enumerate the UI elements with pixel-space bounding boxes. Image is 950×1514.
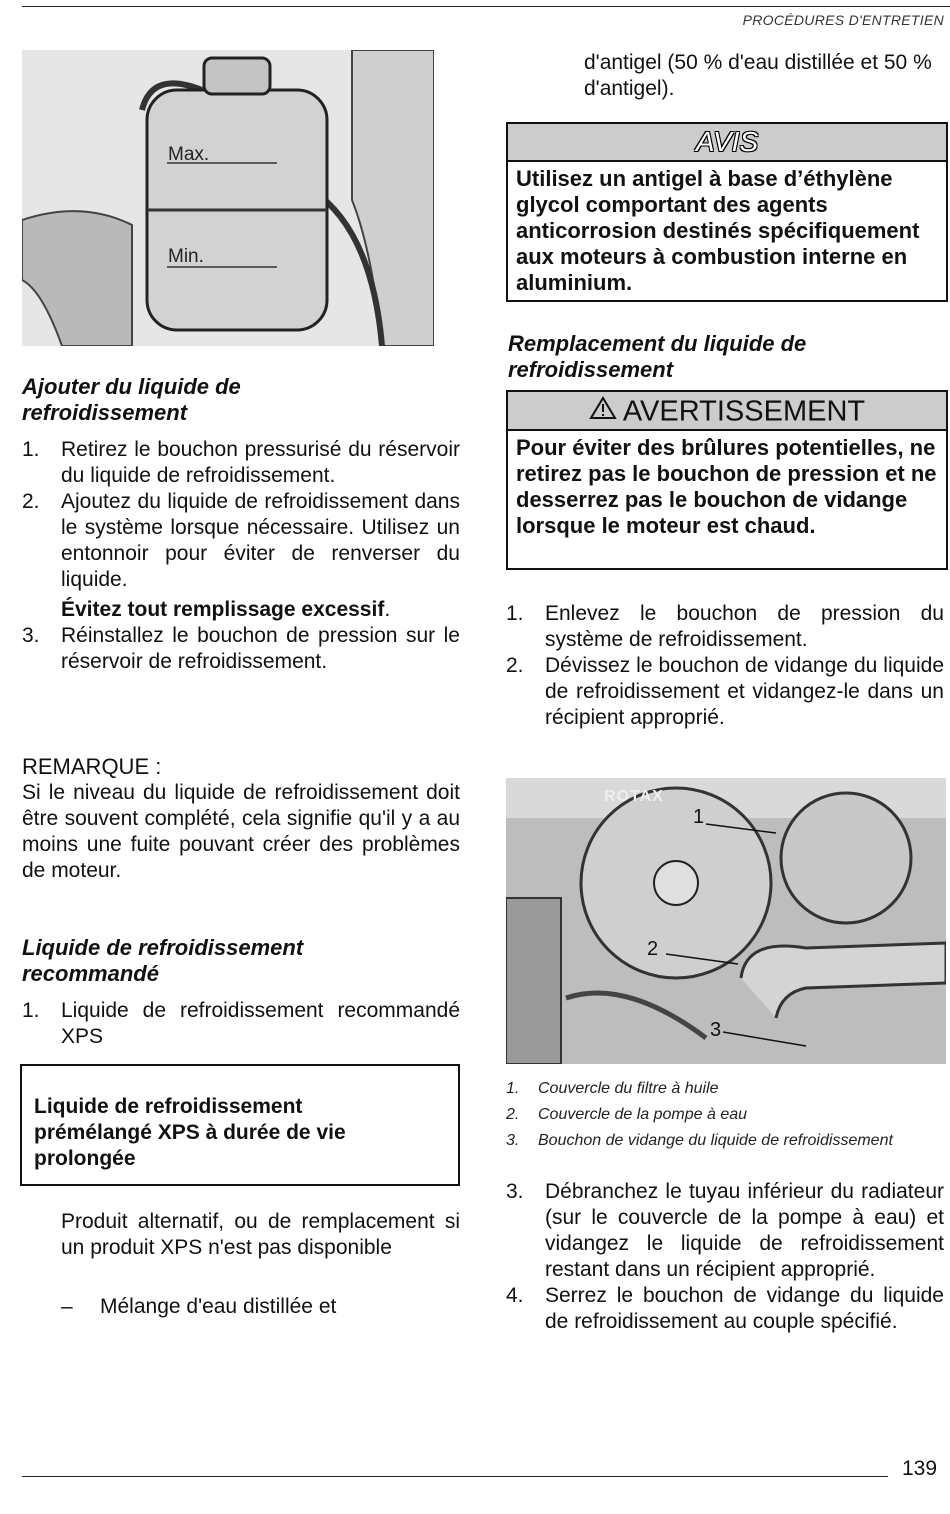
warning-body: Pour éviter des brûlures potentielles, ne retirez pas le bouchon de pression et ne desserrez pas le bouchon de vidange lorsque le moteur est chaud. <box>516 435 937 539</box>
max-level-label: Max. <box>168 144 210 165</box>
continuation-text: d'antigel (50 % d'eau distillée et 50 % d'antigel). <box>584 51 932 100</box>
list-item: 4. Serrez le bouchon de vidange du liquide de refroidissement au couple spécifié. <box>506 1284 944 1333</box>
product-box <box>20 1064 460 1186</box>
engine-illustration <box>506 778 946 1064</box>
callout-3: 3 <box>710 1019 722 1041</box>
replace-coolant-heading: Remplacement du liquide de refroidissement <box>508 331 807 382</box>
list-item: 1. Retirez le bouchon pressurisé du réservoir du liquide de refroidissement. <box>22 438 460 487</box>
min-level-label: Min. <box>168 246 204 267</box>
warning-box <box>506 390 948 570</box>
warning-title: AVERTISSEMENT <box>622 395 866 428</box>
drain-steps-a <box>506 601 944 731</box>
alternative-text: Produit alternatif, ou de remplacement si un produit XPS n'est pas disponible <box>61 1210 460 1259</box>
header-rule <box>22 6 950 7</box>
caption-item: 2. Couvercle de la pompe à eau <box>506 1106 748 1123</box>
add-coolant-steps <box>22 437 460 675</box>
list-item: 2. Ajoutez du liquide de refroidissement dans le système lorsque nécessaire. Utilisez un entonnoir pour éviter de renverser du liquide. Évitez tout remplissage excessif. <box>22 490 460 621</box>
footer-rule <box>22 1476 888 1477</box>
remark-title: REMARQUE : <box>22 754 162 779</box>
list-item: 2. Dévissez le bouchon de vidange du liquide de refroidissement et vidangez-le dans un récipient approprié. <box>506 654 944 729</box>
notice-box <box>506 122 948 302</box>
drain-steps-b <box>506 1179 944 1335</box>
notice-body: Utilisez un antigel à base d’éthylène glycol comportant des agents anticorrosion destinés spécifiquement aux moteurs à combustion interne en aluminium. <box>516 166 920 295</box>
dash-bullet: – <box>61 1295 73 1318</box>
figure-captions <box>506 1076 944 1154</box>
coolant-reservoir-illustration <box>22 50 434 346</box>
engine-figure <box>506 778 946 1064</box>
caption-item: 3. Bouchon de vidange du liquide de refroidissement <box>506 1132 893 1149</box>
add-coolant-heading: Ajouter du liquide de refroidissement <box>22 374 241 425</box>
dash-item: Mélange d'eau distillée et <box>100 1295 337 1318</box>
warning-triangle-icon <box>589 393 617 429</box>
recommended-steps <box>22 998 460 1050</box>
list-item: 3. Réinstallez le bouchon de pression sur le réservoir de refroidissement. <box>22 624 460 673</box>
notice-title: AVIS <box>508 124 946 162</box>
page-number: 139 <box>902 1457 938 1480</box>
engine-brand-label: ROTAX <box>604 788 664 805</box>
coolant-reservoir-figure <box>22 50 434 346</box>
remark-text: Si le niveau du liquide de refroidissement doit être souvent complété, cela signifie qu'il y a au moins une fuite pouvant créer des problèmes de moteur. <box>22 781 460 882</box>
recommended-coolant-heading: Liquide de refroidissement recommandé <box>22 935 304 986</box>
callout-1: 1 <box>693 806 705 828</box>
overfill-warning: Évitez tout remplissage excessif. <box>61 598 391 621</box>
list-item: 3. Débranchez le tuyau inférieur du radiateur (sur le couvercle de la pompe à eau) et vidangez le liquide de refroidissement restant dans un récipient approprié. <box>506 1180 944 1281</box>
list-item: 1. Liquide de refroidissement recommandé XPS <box>22 999 460 1048</box>
product-box-text: Liquide de refroidissement prémélangé XPS à durée de vie prolongée <box>34 1095 346 1170</box>
section-title: PROCÉDURES D'ENTRETIEN <box>742 12 944 28</box>
warning-header <box>508 392 946 431</box>
caption-item: 1. Couvercle du filtre à huile <box>506 1080 719 1097</box>
list-item: 1. Enlevez le bouchon de pression du système de refroidissement. <box>506 602 944 651</box>
callout-2: 2 <box>647 938 659 960</box>
